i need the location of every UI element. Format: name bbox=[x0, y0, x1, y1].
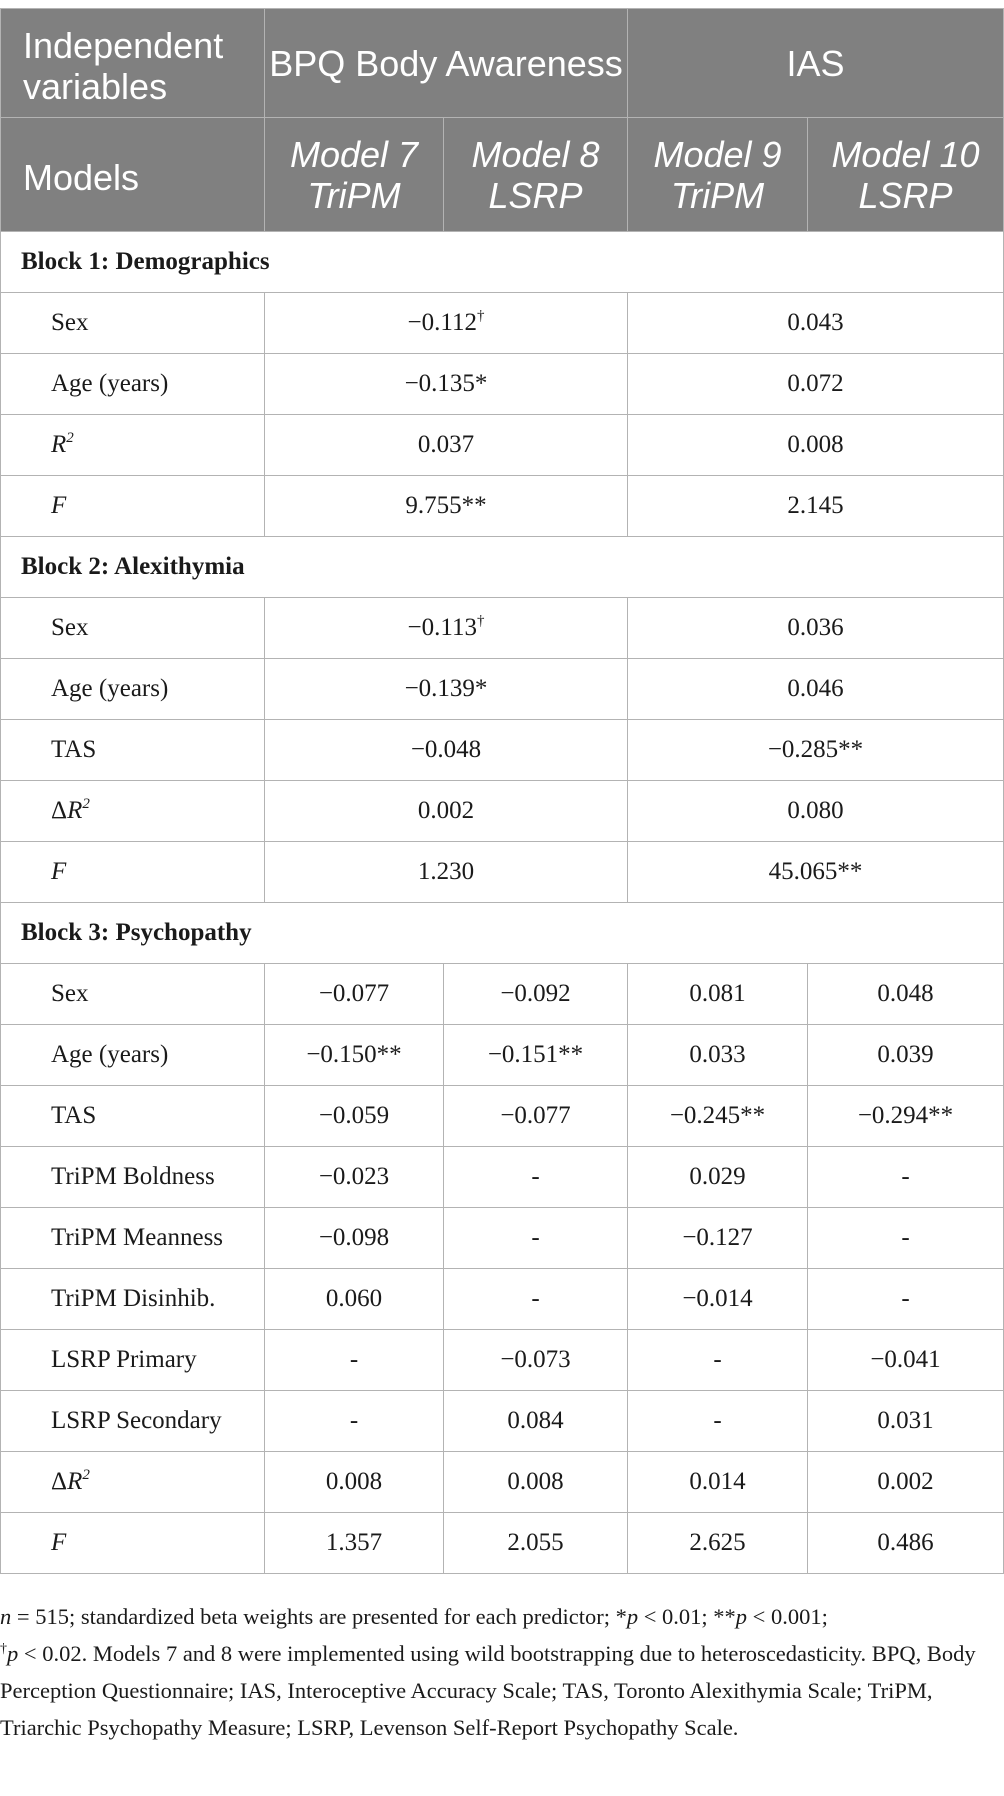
table-row bbox=[1, 1025, 1004, 1086]
table-body bbox=[1, 232, 1004, 1574]
model-8-value: −0.151** bbox=[444, 1025, 628, 1086]
ias-value: 0.043 bbox=[628, 293, 1004, 354]
ias-value: 0.046 bbox=[628, 659, 1004, 720]
bpq-value: 0.037 bbox=[265, 415, 628, 476]
row-label: Age (years) bbox=[1, 1025, 265, 1086]
header-row-models bbox=[1, 118, 1004, 232]
block-heading-row bbox=[1, 537, 1004, 598]
model-10-value: 0.031 bbox=[808, 1391, 1004, 1452]
model-7-value: - bbox=[265, 1391, 444, 1452]
block-heading-row bbox=[1, 232, 1004, 293]
table-row bbox=[1, 720, 1004, 781]
ias-value: 0.008 bbox=[628, 415, 1004, 476]
bpq-value: −0.048 bbox=[265, 720, 628, 781]
table-row bbox=[1, 1208, 1004, 1269]
bpq-value: 1.230 bbox=[265, 842, 628, 903]
model-9-value: −0.014 bbox=[628, 1269, 808, 1330]
row-label: Age (years) bbox=[1, 659, 265, 720]
header-bpq-body-awareness: BPQ Body Awareness bbox=[265, 9, 628, 118]
model-9-value: - bbox=[628, 1330, 808, 1391]
header-ias: IAS bbox=[628, 9, 1004, 118]
table-row bbox=[1, 354, 1004, 415]
table-row bbox=[1, 1086, 1004, 1147]
model-7-value: 0.008 bbox=[265, 1452, 444, 1513]
table-row bbox=[1, 1147, 1004, 1208]
block-heading-row bbox=[1, 903, 1004, 964]
model-10-value: 0.002 bbox=[808, 1452, 1004, 1513]
row-label: Sex bbox=[1, 598, 265, 659]
table-row bbox=[1, 415, 1004, 476]
model-10-value: 0.486 bbox=[808, 1513, 1004, 1574]
model-8-value: 2.055 bbox=[444, 1513, 628, 1574]
row-label: F bbox=[1, 842, 265, 903]
model-8-value: - bbox=[444, 1147, 628, 1208]
row-label: TAS bbox=[1, 1086, 265, 1147]
row-label: F bbox=[1, 1513, 265, 1574]
model-10-value: 0.039 bbox=[808, 1025, 1004, 1086]
model-8-value: 0.084 bbox=[444, 1391, 628, 1452]
model-9-value: −0.127 bbox=[628, 1208, 808, 1269]
model-7-value: −0.023 bbox=[265, 1147, 444, 1208]
model-9-value: −0.245** bbox=[628, 1086, 808, 1147]
row-label: $R^2$ bbox=[1, 415, 265, 476]
model-8-value: −0.073 bbox=[444, 1330, 628, 1391]
ias-value: 2.145 bbox=[628, 476, 1004, 537]
table-header bbox=[1, 9, 1004, 232]
header-row-variables bbox=[1, 9, 1004, 118]
bpq-value: −0.112† bbox=[265, 293, 628, 354]
table-row bbox=[1, 659, 1004, 720]
row-label: $\Delta R^2$ bbox=[1, 781, 265, 842]
row-label: LSRP Primary bbox=[1, 1330, 265, 1391]
table-row bbox=[1, 842, 1004, 903]
model-10-value: −0.041 bbox=[808, 1330, 1004, 1391]
table-row bbox=[1, 293, 1004, 354]
model-9-value: 0.033 bbox=[628, 1025, 808, 1086]
row-label: TriPM Meanness bbox=[1, 1208, 265, 1269]
model-8-value: −0.077 bbox=[444, 1086, 628, 1147]
bpq-value: −0.113† bbox=[265, 598, 628, 659]
table-row bbox=[1, 1269, 1004, 1330]
table-row bbox=[1, 1391, 1004, 1452]
row-label: TAS bbox=[1, 720, 265, 781]
table-row bbox=[1, 1513, 1004, 1574]
row-label: Sex bbox=[1, 293, 265, 354]
bpq-value: −0.135* bbox=[265, 354, 628, 415]
model-9-value: - bbox=[628, 1391, 808, 1452]
table-row bbox=[1, 476, 1004, 537]
bpq-value: 9.755** bbox=[265, 476, 628, 537]
model-7-value: 0.060 bbox=[265, 1269, 444, 1330]
table-row bbox=[1, 964, 1004, 1025]
model-7-value: −0.098 bbox=[265, 1208, 444, 1269]
ias-value: 0.072 bbox=[628, 354, 1004, 415]
ias-value: 45.065** bbox=[628, 842, 1004, 903]
row-label: TriPM Disinhib. bbox=[1, 1269, 265, 1330]
row-label: Sex bbox=[1, 964, 265, 1025]
model-8-value: 0.008 bbox=[444, 1452, 628, 1513]
row-label: LSRP Secondary bbox=[1, 1391, 265, 1452]
model-10-value: −0.294** bbox=[808, 1086, 1004, 1147]
header-model-10: Model 10 LSRP bbox=[808, 118, 1004, 232]
model-8-value: - bbox=[444, 1269, 628, 1330]
row-label: TriPM Boldness bbox=[1, 1147, 265, 1208]
header-model-9: Model 9 TriPM bbox=[628, 118, 808, 232]
model-9-value: 0.014 bbox=[628, 1452, 808, 1513]
ias-value: 0.036 bbox=[628, 598, 1004, 659]
model-7-value: −0.059 bbox=[265, 1086, 444, 1147]
bpq-value: −0.139* bbox=[265, 659, 628, 720]
bpq-value: 0.002 bbox=[265, 781, 628, 842]
model-9-value: 0.029 bbox=[628, 1147, 808, 1208]
row-label: F bbox=[1, 476, 265, 537]
header-model-7: Model 7 TriPM bbox=[265, 118, 444, 232]
header-models: Models bbox=[1, 118, 265, 232]
model-7-value: −0.077 bbox=[265, 964, 444, 1025]
row-label: Age (years) bbox=[1, 354, 265, 415]
block-1-title: Block 1: Demographics bbox=[1, 232, 1004, 293]
model-10-value: - bbox=[808, 1269, 1004, 1330]
ias-value: −0.285** bbox=[628, 720, 1004, 781]
model-7-value: −0.150** bbox=[265, 1025, 444, 1086]
header-model-8: Model 8 LSRP bbox=[444, 118, 628, 232]
regression-table bbox=[0, 8, 1004, 1574]
model-10-value: - bbox=[808, 1147, 1004, 1208]
table-row bbox=[1, 1452, 1004, 1513]
model-9-value: 0.081 bbox=[628, 964, 808, 1025]
model-8-value: - bbox=[444, 1208, 628, 1269]
ias-value: 0.080 bbox=[628, 781, 1004, 842]
model-9-value: 2.625 bbox=[628, 1513, 808, 1574]
header-independent-variables: Independent variables bbox=[1, 9, 265, 118]
model-7-value: - bbox=[265, 1330, 444, 1391]
model-8-value: −0.092 bbox=[444, 964, 628, 1025]
model-10-value: - bbox=[808, 1208, 1004, 1269]
block-3-title: Block 3: Psychopathy bbox=[1, 903, 1004, 964]
block-2-title: Block 2: Alexithymia bbox=[1, 537, 1004, 598]
model-10-value: 0.048 bbox=[808, 964, 1004, 1025]
table-row bbox=[1, 1330, 1004, 1391]
table-row bbox=[1, 781, 1004, 842]
model-7-value: 1.357 bbox=[265, 1513, 444, 1574]
table-row bbox=[1, 598, 1004, 659]
table-footnote: n = 515; standardized beta weights are presented for each predictor; *p < 0.01; **p < 0.001; †p < 0.02. Models 7 and 8 were implemented using wild bootstrapping due to heteroscedasticity. BPQ, Body Perception Questionnaire; IAS, Interoceptive Accuracy Scale; TAS, Toronto Alexithymia Scale; TriPM, Triarchic Psychopathy Measure; LSRP, Levenson Self-Report Psychopathy Scale. bbox=[0, 1604, 976, 1740]
row-label: $\Delta R^2$ bbox=[1, 1452, 265, 1513]
